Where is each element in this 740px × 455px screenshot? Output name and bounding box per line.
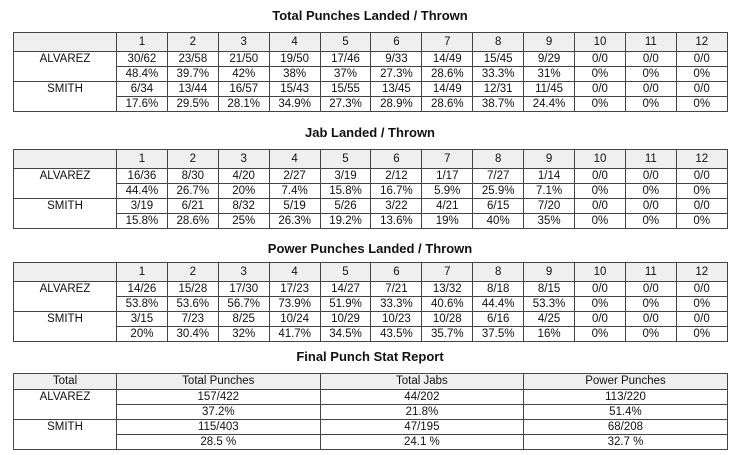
fighter-name-spacer — [14, 67, 117, 82]
percentage-cell: 33.3% — [473, 67, 524, 82]
landed-thrown-cell: 3/22 — [371, 199, 422, 214]
round-header-11: 11 — [625, 33, 676, 52]
percentage-cell: 0% — [676, 214, 727, 229]
landed-thrown-cell: 15/45 — [473, 52, 524, 67]
fighter-name-spacer — [14, 405, 117, 420]
percentage-cell: 31% — [524, 67, 575, 82]
landed-thrown-cell: 0/0 — [676, 169, 727, 184]
round-header-7: 7 — [422, 33, 473, 52]
landed-thrown-cell: 4/25 — [524, 312, 575, 327]
landed-thrown-cell: 1/14 — [524, 169, 575, 184]
percentage-cell: 0% — [575, 327, 626, 342]
round-header-1: 1 — [117, 150, 168, 169]
landed-thrown-cell: 0/0 — [625, 199, 676, 214]
round-header-5: 5 — [320, 263, 371, 282]
fighter-name: ALVAREZ — [14, 390, 117, 405]
landed-thrown-cell: 8/25 — [218, 312, 269, 327]
percentage-cell: 0% — [625, 97, 676, 112]
final-row-smith-totals — [14, 420, 728, 435]
percentage-cell: 34.9% — [269, 97, 320, 112]
landed-thrown-cell: 10/28 — [422, 312, 473, 327]
round-header-12: 12 — [676, 150, 727, 169]
fighter-name: SMITH — [14, 312, 117, 327]
total-punches-table — [13, 32, 728, 112]
percentage-cell: 25% — [218, 214, 269, 229]
percentage-cell: 42% — [218, 67, 269, 82]
percentage-cell: 0% — [676, 327, 727, 342]
landed-thrown-cell: 21/50 — [218, 52, 269, 67]
landed-thrown-cell: 8/30 — [167, 169, 218, 184]
landed-thrown-cell: 30/62 — [117, 52, 168, 67]
percentage-cell: 32% — [218, 327, 269, 342]
round-header-5: 5 — [320, 150, 371, 169]
landed-thrown-cell: 4/21 — [422, 199, 473, 214]
landed-thrown-cell: 6/15 — [473, 199, 524, 214]
fighter-name: ALVAREZ — [14, 52, 117, 67]
percentage-cell: 28.9% — [371, 97, 422, 112]
landed-thrown-row — [14, 199, 728, 214]
landed-thrown-cell: 8/32 — [218, 199, 269, 214]
percentage-cell: 30.4% — [167, 327, 218, 342]
landed-thrown-cell: 0/0 — [575, 52, 626, 67]
round-header-8: 8 — [473, 33, 524, 52]
round-header-8: 8 — [473, 263, 524, 282]
landed-thrown-cell: 14/49 — [422, 52, 473, 67]
round-header-4: 4 — [269, 263, 320, 282]
percentage-cell: 0% — [575, 214, 626, 229]
percentage-cell: 16.7% — [371, 184, 422, 199]
landed-thrown-cell: 7/21 — [371, 282, 422, 297]
final-header-total-punches: Total Punches — [117, 374, 321, 390]
percentage-cell: 38.7% — [473, 97, 524, 112]
landed-thrown-cell: 8/15 — [524, 282, 575, 297]
percentage-cell: 7.1% — [524, 184, 575, 199]
final-cell: 37.2% — [117, 405, 321, 420]
landed-thrown-row — [14, 52, 728, 67]
fighter-name-spacer — [14, 184, 117, 199]
percentage-cell: 19.2% — [320, 214, 371, 229]
percentage-row — [14, 67, 728, 82]
fighter-name-spacer — [14, 214, 117, 229]
round-header-3: 3 — [218, 150, 269, 169]
landed-thrown-cell: 3/15 — [117, 312, 168, 327]
percentage-cell: 0% — [625, 297, 676, 312]
landed-thrown-cell: 0/0 — [625, 312, 676, 327]
percentage-cell: 27.3% — [320, 97, 371, 112]
percentage-cell: 38% — [269, 67, 320, 82]
round-header-row — [14, 263, 728, 282]
percentage-cell: 53.3% — [524, 297, 575, 312]
section-title-final-report: Final Punch Stat Report — [296, 349, 444, 364]
percentage-cell: 53.6% — [167, 297, 218, 312]
landed-thrown-cell: 15/28 — [167, 282, 218, 297]
percentage-cell: 25.9% — [473, 184, 524, 199]
landed-thrown-cell: 23/58 — [167, 52, 218, 67]
percentage-cell: 0% — [625, 214, 676, 229]
final-cell: 21.8% — [320, 405, 524, 420]
landed-thrown-cell: 16/57 — [218, 82, 269, 97]
percentage-row — [14, 214, 728, 229]
landed-thrown-cell: 8/18 — [473, 282, 524, 297]
percentage-cell: 20% — [117, 327, 168, 342]
percentage-cell: 0% — [676, 97, 727, 112]
round-header-3: 3 — [218, 33, 269, 52]
section-title-power-punches: Power Punches Landed / Thrown — [267, 241, 473, 256]
section-title-jabs: Jab Landed / Thrown — [304, 125, 435, 140]
percentage-cell: 39.7% — [167, 67, 218, 82]
percentage-cell: 0% — [625, 67, 676, 82]
round-header-2: 2 — [167, 263, 218, 282]
percentage-cell: 28.1% — [218, 97, 269, 112]
percentage-cell: 37% — [320, 67, 371, 82]
landed-thrown-cell: 10/24 — [269, 312, 320, 327]
final-cell: 44/202 — [320, 390, 524, 405]
percentage-cell: 20% — [218, 184, 269, 199]
percentage-row — [14, 97, 728, 112]
percentage-cell: 0% — [625, 327, 676, 342]
landed-thrown-cell: 10/29 — [320, 312, 371, 327]
landed-thrown-cell: 0/0 — [575, 312, 626, 327]
final-row-alvarez-totals — [14, 390, 728, 405]
round-header-11: 11 — [625, 263, 676, 282]
fighter-name: ALVAREZ — [14, 282, 117, 297]
final-row-smith-pcts — [14, 435, 728, 450]
percentage-cell: 37.5% — [473, 327, 524, 342]
percentage-cell: 19% — [422, 214, 473, 229]
percentage-cell: 16% — [524, 327, 575, 342]
round-header-9: 9 — [524, 263, 575, 282]
round-header-7: 7 — [422, 150, 473, 169]
round-header-6: 6 — [371, 263, 422, 282]
fighter-name: SMITH — [14, 420, 117, 435]
fighter-name-spacer — [14, 297, 117, 312]
round-header-12: 12 — [676, 263, 727, 282]
landed-thrown-cell: 15/55 — [320, 82, 371, 97]
percentage-cell: 40.6% — [422, 297, 473, 312]
power-punches-table — [13, 262, 728, 342]
percentage-cell: 43.5% — [371, 327, 422, 342]
percentage-cell: 0% — [625, 184, 676, 199]
round-header-11: 11 — [625, 150, 676, 169]
landed-thrown-cell: 3/19 — [320, 169, 371, 184]
percentage-cell: 5.9% — [422, 184, 473, 199]
landed-thrown-cell: 7/23 — [167, 312, 218, 327]
landed-thrown-cell: 7/27 — [473, 169, 524, 184]
landed-thrown-cell: 0/0 — [575, 282, 626, 297]
header-blank — [14, 150, 117, 169]
percentage-cell: 48.4% — [117, 67, 168, 82]
round-header-1: 1 — [117, 33, 168, 52]
landed-thrown-cell: 6/34 — [117, 82, 168, 97]
landed-thrown-cell: 0/0 — [575, 169, 626, 184]
percentage-cell: 56.7% — [218, 297, 269, 312]
landed-thrown-cell: 0/0 — [676, 199, 727, 214]
percentage-cell: 15.8% — [117, 214, 168, 229]
landed-thrown-cell: 14/27 — [320, 282, 371, 297]
round-header-4: 4 — [269, 33, 320, 52]
landed-thrown-cell: 6/16 — [473, 312, 524, 327]
landed-thrown-cell: 1/17 — [422, 169, 473, 184]
final-cell: 113/220 — [524, 390, 728, 405]
percentage-cell: 73.9% — [269, 297, 320, 312]
final-report-table — [13, 373, 728, 450]
round-header-row — [14, 150, 728, 169]
landed-thrown-cell: 12/31 — [473, 82, 524, 97]
landed-thrown-cell: 19/50 — [269, 52, 320, 67]
landed-thrown-row — [14, 282, 728, 297]
percentage-cell: 51.9% — [320, 297, 371, 312]
percentage-cell: 28.6% — [422, 67, 473, 82]
landed-thrown-cell: 9/33 — [371, 52, 422, 67]
landed-thrown-cell: 4/20 — [218, 169, 269, 184]
percentage-cell: 35.7% — [422, 327, 473, 342]
percentage-cell: 53.8% — [117, 297, 168, 312]
landed-thrown-cell: 0/0 — [676, 312, 727, 327]
header-blank — [14, 33, 117, 52]
landed-thrown-cell: 14/26 — [117, 282, 168, 297]
round-header-row — [14, 33, 728, 52]
round-header-1: 1 — [117, 263, 168, 282]
percentage-cell: 24.4% — [524, 97, 575, 112]
round-header-2: 2 — [167, 150, 218, 169]
percentage-cell: 27.3% — [371, 67, 422, 82]
final-cell: 115/403 — [117, 420, 321, 435]
round-header-3: 3 — [218, 263, 269, 282]
round-header-5: 5 — [320, 33, 371, 52]
round-header-9: 9 — [524, 33, 575, 52]
percentage-cell: 41.7% — [269, 327, 320, 342]
landed-thrown-cell: 2/12 — [371, 169, 422, 184]
landed-thrown-cell: 0/0 — [575, 199, 626, 214]
final-cell: 32.7 % — [524, 435, 728, 450]
header-blank — [14, 263, 117, 282]
percentage-cell: 33.3% — [371, 297, 422, 312]
percentage-row — [14, 327, 728, 342]
round-header-4: 4 — [269, 150, 320, 169]
landed-thrown-cell: 15/43 — [269, 82, 320, 97]
fighter-name: ALVAREZ — [14, 169, 117, 184]
landed-thrown-cell: 2/27 — [269, 169, 320, 184]
percentage-cell: 29.5% — [167, 97, 218, 112]
fighter-name: SMITH — [14, 82, 117, 97]
round-header-8: 8 — [473, 150, 524, 169]
percentage-cell: 0% — [676, 184, 727, 199]
landed-thrown-row — [14, 82, 728, 97]
round-header-10: 10 — [575, 150, 626, 169]
landed-thrown-row — [14, 169, 728, 184]
final-cell: 24.1 % — [320, 435, 524, 450]
percentage-cell: 0% — [676, 67, 727, 82]
final-cell: 157/422 — [117, 390, 321, 405]
landed-thrown-cell: 3/19 — [117, 199, 168, 214]
percentage-cell: 26.7% — [167, 184, 218, 199]
final-cell: 28.5 % — [117, 435, 321, 450]
round-header-2: 2 — [167, 33, 218, 52]
percentage-row — [14, 297, 728, 312]
percentage-row — [14, 184, 728, 199]
landed-thrown-cell: 0/0 — [676, 52, 727, 67]
final-header-power-punches: Power Punches — [524, 374, 728, 390]
percentage-cell: 44.4% — [473, 297, 524, 312]
percentage-cell: 26.3% — [269, 214, 320, 229]
percentage-cell: 0% — [575, 97, 626, 112]
landed-thrown-cell: 11/45 — [524, 82, 575, 97]
jab-table — [13, 149, 728, 229]
landed-thrown-cell: 0/0 — [676, 282, 727, 297]
final-header-row — [14, 374, 728, 390]
percentage-cell: 7.4% — [269, 184, 320, 199]
round-header-6: 6 — [371, 33, 422, 52]
round-header-6: 6 — [371, 150, 422, 169]
round-header-9: 9 — [524, 150, 575, 169]
landed-thrown-cell: 17/46 — [320, 52, 371, 67]
landed-thrown-cell: 13/45 — [371, 82, 422, 97]
landed-thrown-cell: 17/30 — [218, 282, 269, 297]
landed-thrown-cell: 0/0 — [676, 82, 727, 97]
percentage-cell: 0% — [676, 297, 727, 312]
landed-thrown-cell: 10/23 — [371, 312, 422, 327]
percentage-cell: 0% — [575, 297, 626, 312]
fighter-name-spacer — [14, 327, 117, 342]
percentage-cell: 40% — [473, 214, 524, 229]
landed-thrown-cell: 0/0 — [625, 52, 676, 67]
percentage-cell: 15.8% — [320, 184, 371, 199]
percentage-cell: 0% — [575, 184, 626, 199]
landed-thrown-cell: 16/36 — [117, 169, 168, 184]
final-header-total-jabs: Total Jabs — [320, 374, 524, 390]
final-cell: 47/195 — [320, 420, 524, 435]
round-header-12: 12 — [676, 33, 727, 52]
fighter-name-spacer — [14, 435, 117, 450]
landed-thrown-cell: 13/32 — [422, 282, 473, 297]
landed-thrown-cell: 0/0 — [625, 82, 676, 97]
landed-thrown-cell: 17/23 — [269, 282, 320, 297]
landed-thrown-cell: 9/29 — [524, 52, 575, 67]
landed-thrown-row — [14, 312, 728, 327]
percentage-cell: 28.6% — [422, 97, 473, 112]
section-title-total-punches: Total Punches Landed / Thrown — [272, 8, 468, 23]
final-row-alvarez-pcts — [14, 405, 728, 420]
landed-thrown-cell: 0/0 — [575, 82, 626, 97]
landed-thrown-cell: 7/20 — [524, 199, 575, 214]
round-header-10: 10 — [575, 263, 626, 282]
landed-thrown-cell: 5/19 — [269, 199, 320, 214]
landed-thrown-cell: 5/26 — [320, 199, 371, 214]
round-header-10: 10 — [575, 33, 626, 52]
percentage-cell: 34.5% — [320, 327, 371, 342]
landed-thrown-cell: 0/0 — [625, 169, 676, 184]
final-cell: 68/208 — [524, 420, 728, 435]
landed-thrown-cell: 13/44 — [167, 82, 218, 97]
percentage-cell: 35% — [524, 214, 575, 229]
fighter-name-spacer — [14, 97, 117, 112]
landed-thrown-cell: 6/21 — [167, 199, 218, 214]
final-cell: 51.4% — [524, 405, 728, 420]
fighter-name: SMITH — [14, 199, 117, 214]
percentage-cell: 44.4% — [117, 184, 168, 199]
percentage-cell: 17.6% — [117, 97, 168, 112]
round-header-7: 7 — [422, 263, 473, 282]
final-header-total: Total — [14, 374, 117, 390]
landed-thrown-cell: 0/0 — [625, 282, 676, 297]
percentage-cell: 13.6% — [371, 214, 422, 229]
landed-thrown-cell: 14/49 — [422, 82, 473, 97]
percentage-cell: 0% — [575, 67, 626, 82]
percentage-cell: 28.6% — [167, 214, 218, 229]
